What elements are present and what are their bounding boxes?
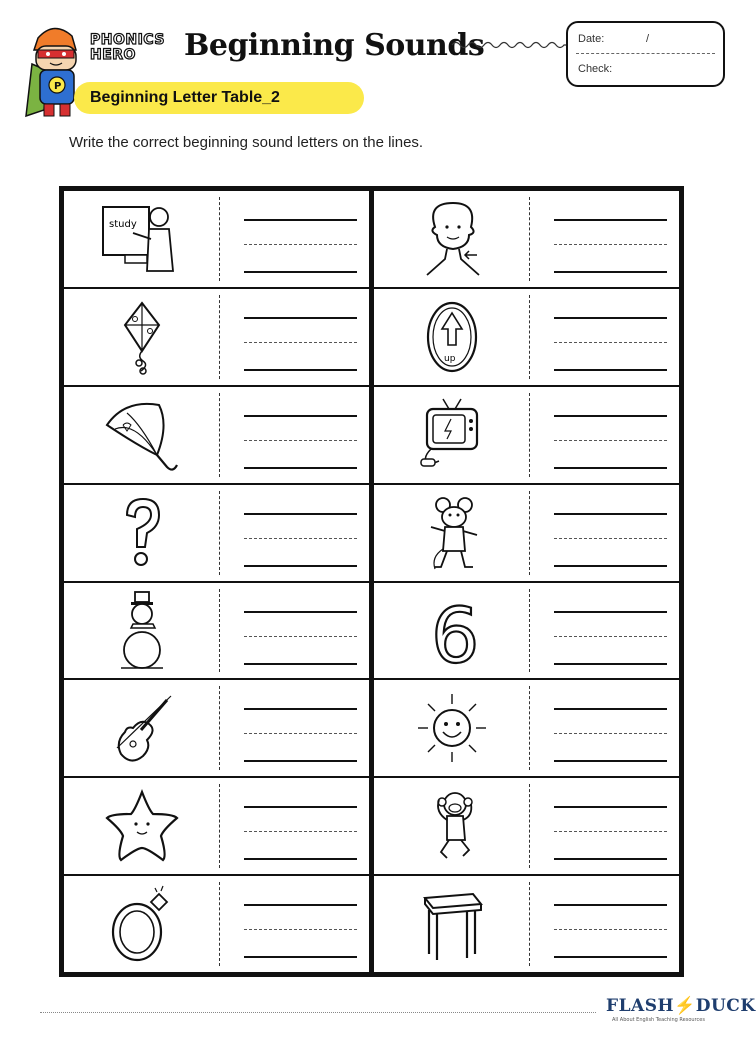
neck-icon [407, 199, 497, 279]
table-row [374, 485, 679, 583]
writing-lines[interactable] [244, 778, 357, 874]
table-row [64, 191, 369, 289]
table-row [64, 387, 369, 485]
umbrella-icon [97, 395, 187, 475]
footer-divider [40, 1012, 596, 1013]
question-mark-icon [97, 493, 187, 573]
kite-icon [97, 297, 187, 377]
writing-lines[interactable] [554, 191, 667, 287]
table-row [374, 583, 679, 681]
flashduck-logo [606, 996, 756, 1016]
writing-lines[interactable] [554, 876, 667, 972]
date-separator: / [646, 33, 650, 45]
table-row [64, 289, 369, 387]
svg-text:P: P [54, 81, 62, 92]
brand-wordmark [90, 33, 178, 63]
table-row [374, 876, 679, 972]
writing-lines[interactable] [244, 191, 357, 287]
table-row [64, 680, 369, 778]
sign-text: up [443, 353, 455, 364]
mouse-icon [407, 493, 497, 573]
table-row [64, 583, 369, 681]
writing-lines[interactable] [244, 485, 357, 581]
table-icon [407, 884, 497, 964]
lightning-bolt-icon: ⚡ [674, 996, 696, 1016]
writing-lines[interactable] [244, 387, 357, 483]
table-row [374, 191, 679, 289]
table-row [374, 778, 679, 876]
television-icon [407, 395, 497, 475]
writing-lines[interactable] [554, 387, 667, 483]
ring-icon [97, 884, 187, 964]
table-row [374, 680, 679, 778]
logo-left-text: FLASH [606, 996, 675, 1016]
snowman-icon [97, 590, 187, 670]
left-column [64, 191, 369, 972]
writing-lines[interactable] [554, 289, 667, 385]
brand-line-1: PHONICS [90, 32, 165, 48]
squiggle-decoration-icon [452, 38, 570, 52]
logo-right-text: DUCK [695, 996, 756, 1016]
table-row [64, 485, 369, 583]
logo-tagline: All About English Teaching Resources [612, 1017, 705, 1023]
letter-table [59, 186, 684, 977]
writing-lines[interactable] [554, 485, 667, 581]
writing-lines[interactable] [244, 876, 357, 972]
up-sign-icon [407, 297, 497, 377]
date-divider [576, 53, 715, 54]
numeral-text: 6 [430, 591, 479, 681]
star-icon [97, 786, 187, 866]
monkey-icon [407, 786, 497, 866]
table-row [64, 778, 369, 876]
check-label: Check: [578, 63, 613, 75]
table-row [64, 876, 369, 972]
number-six-icon [407, 590, 497, 681]
table-row [374, 387, 679, 485]
page-title: Beginning Sounds [184, 28, 485, 63]
student-teacher-icon [97, 199, 187, 279]
right-column [374, 191, 679, 972]
sun-icon [407, 688, 497, 768]
writing-lines[interactable] [244, 289, 357, 385]
violin-icon [97, 688, 187, 768]
writing-lines[interactable] [554, 778, 667, 874]
writing-lines[interactable] [244, 680, 357, 776]
writing-lines[interactable] [554, 680, 667, 776]
date-check-box [566, 21, 725, 87]
brand-line-2: HERO [90, 47, 136, 63]
date-label: Date: [578, 33, 605, 45]
table-row [374, 289, 679, 387]
writing-lines[interactable] [554, 583, 667, 679]
board-text: study [108, 218, 137, 230]
writing-lines[interactable] [244, 583, 357, 679]
worksheet-subtitle: Beginning Letter Table_2 [90, 89, 280, 106]
instruction-text: Write the correct beginning sound letters on the lines. [69, 134, 424, 151]
